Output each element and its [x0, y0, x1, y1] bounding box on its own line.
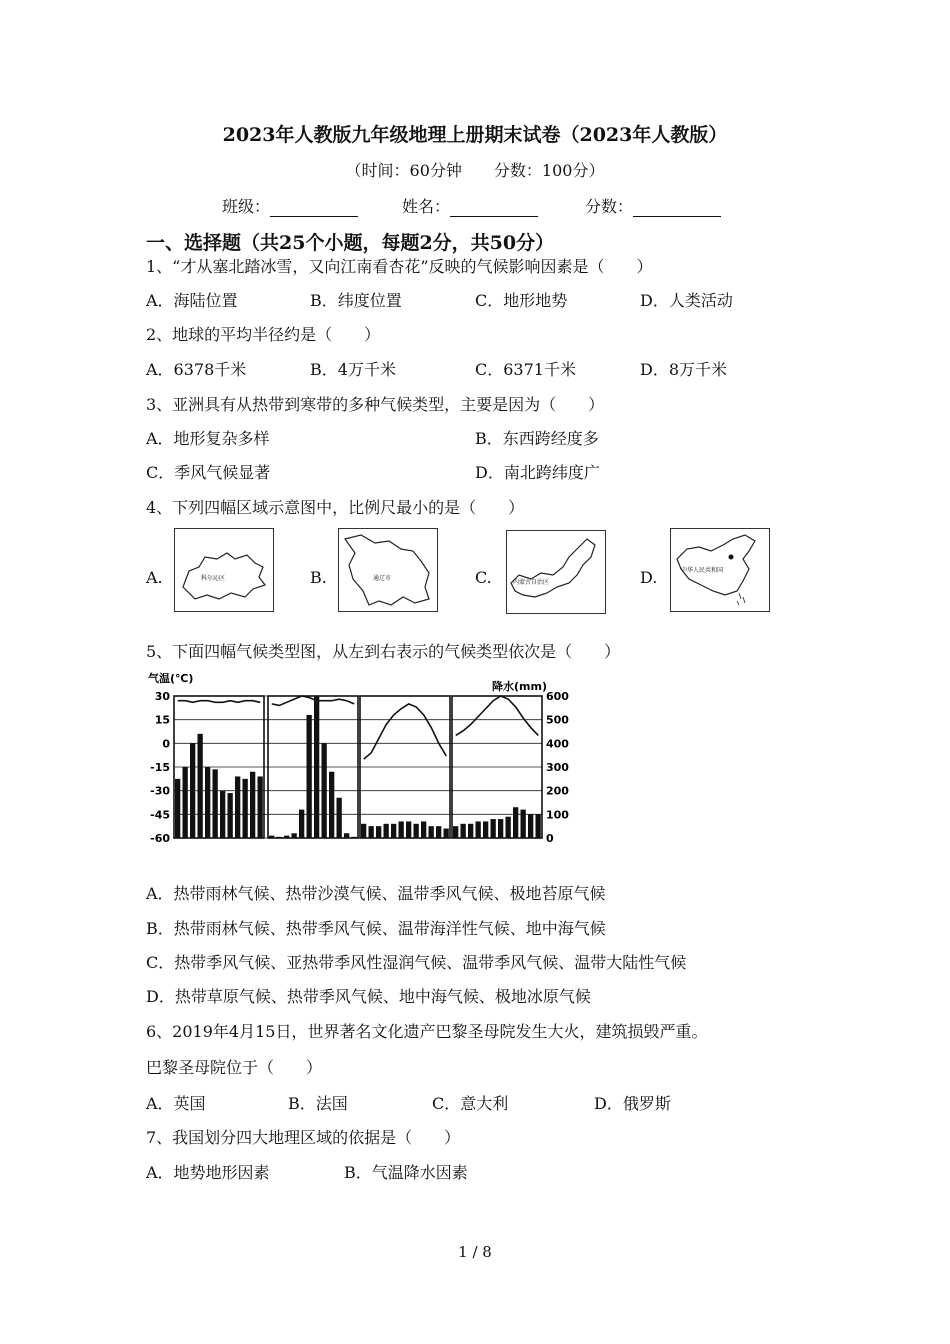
q5-option-c[interactable]: C．热带季风气候、亚热带季风性湿润气候、温带季风气候、温带大陆性气候 [146, 953, 687, 972]
q5-option-a[interactable]: A．热带雨林气候、热带沙漠气候、温带季风气候、极地苔原气候 [146, 884, 606, 903]
precip-bar [258, 776, 263, 838]
map-label-horqin: 科尔沁区 [201, 575, 226, 582]
precip-bar [322, 743, 327, 838]
q6-option-d[interactable]: D．俄罗斯 [594, 1094, 671, 1113]
score-field [585, 194, 721, 217]
precip-bar [506, 817, 511, 838]
q1-option-a[interactable]: A．海陆位置 [146, 291, 238, 310]
precip-bar [476, 821, 481, 838]
precip-bar [277, 837, 282, 838]
q4-option-d[interactable]: D. [640, 568, 658, 587]
precip-bar [536, 814, 541, 838]
q3-option-a[interactable]: A．地形复杂多样 [146, 429, 270, 448]
left-tick-label: -15 [150, 761, 170, 774]
precip-bar [250, 772, 255, 838]
precip-bar [175, 779, 180, 838]
q2-option-d[interactable]: D．8万千米 [640, 360, 728, 379]
left-tick-label: 30 [154, 690, 170, 703]
score-blank[interactable] [633, 198, 721, 217]
map-horqin [174, 528, 274, 612]
precip-bar [205, 767, 210, 838]
temperature-line [456, 696, 539, 735]
precip-bar [284, 836, 289, 838]
question-1: 1、“才从塞北踏冰雪，又向江南看杏花”反映的气候影响因素是（ ） [146, 257, 653, 276]
q3-option-b[interactable]: B．东西跨经度多 [475, 429, 599, 448]
temperature-line [364, 704, 447, 759]
name-blank[interactable] [450, 198, 538, 217]
precip-bar [352, 837, 357, 838]
right-tick-label: 0 [546, 832, 554, 845]
precip-bar [314, 696, 319, 838]
name-label: 姓名： [402, 197, 451, 216]
precip-bar [344, 833, 349, 838]
precip-bar [414, 824, 419, 838]
question-7: 7、我国划分四大地理区域的依据是（ ） [146, 1128, 461, 1147]
precip-bar [228, 793, 233, 838]
inner-mongolia-outline-icon [507, 531, 605, 613]
precip-bar [391, 824, 396, 838]
q2-option-b[interactable]: B．4万千米 [310, 360, 396, 379]
right-tick-label: 600 [546, 690, 569, 703]
name-field [402, 194, 538, 217]
climate-chart-svg [144, 670, 574, 846]
left-tick-label: 0 [162, 737, 170, 751]
precip-bar [528, 814, 533, 838]
right-tick-label: 400 [546, 737, 569, 751]
precip-bar [269, 836, 274, 838]
section-heading: 一、选择题（共25个小题，每题2分，共50分） [146, 232, 555, 254]
question-4: 4、下列四幅区域示意图中，比例尺最小的是（ ） [146, 498, 525, 517]
class-label: 班级： [222, 197, 271, 216]
precip-bar [399, 821, 404, 838]
left-tick-label: -60 [150, 832, 170, 845]
left-tick-label: -45 [150, 808, 170, 822]
question-6: 6、2019年4月15日，世界著名文化遗产巴黎圣母院发生大火，建筑损毁严重。 [146, 1022, 708, 1041]
precip-bar [329, 772, 334, 838]
precip-bar [468, 824, 473, 838]
precip-bar [421, 821, 426, 838]
precip-bar [361, 824, 366, 838]
temperature-line [178, 701, 261, 703]
q4-option-c[interactable]: C. [475, 568, 492, 587]
precip-bar [384, 824, 389, 838]
q6-option-b[interactable]: B．法国 [288, 1094, 348, 1113]
q1-option-b[interactable]: B．纬度位置 [310, 291, 402, 310]
precip-bar [213, 769, 218, 838]
precip-bar [513, 807, 518, 838]
precip-bar [521, 810, 526, 838]
exam-subtitle: （时间：60分钟 分数：100分） [345, 161, 605, 180]
horqin-outline-icon [175, 529, 273, 611]
tongliao-outline-icon [339, 529, 437, 611]
precip-bar [337, 798, 342, 838]
temperature-line [272, 696, 355, 705]
page-title: 2023年人教版九年级地理上册期末试卷（2023年人教版） [222, 124, 728, 146]
right-tick-label: 200 [546, 784, 569, 798]
class-blank[interactable] [270, 198, 358, 217]
right-tick-label: 500 [546, 713, 569, 727]
precip-bar [369, 826, 374, 838]
climate-chart [144, 670, 574, 846]
map-label-tongliao: 通辽市 [373, 575, 392, 582]
precip-bar [429, 826, 434, 838]
q3-option-c[interactable]: C．季风气候显著 [146, 463, 271, 482]
precip-bar [483, 821, 488, 838]
map-label-inner-mongolia: 内蒙古自治区 [513, 579, 550, 586]
precip-bar [461, 824, 466, 838]
q1-option-d[interactable]: D．人类活动 [640, 291, 733, 310]
page-number: 1 / 8 [458, 1243, 492, 1261]
q7-option-b[interactable]: B．气温降水因素 [344, 1163, 468, 1182]
right-tick-label: 300 [546, 761, 569, 774]
right-tick-label: 100 [546, 808, 569, 822]
precip-bar [498, 819, 503, 838]
q5-option-d[interactable]: D．热带草原气候、热带季风气候、地中海气候、极地冰原气候 [146, 987, 591, 1006]
class-field [222, 194, 358, 217]
map-tongliao [338, 528, 438, 612]
precip-bar [406, 821, 411, 838]
q7-option-a[interactable]: A．地势地形因素 [146, 1163, 270, 1182]
q5-option-b[interactable]: B．热带雨林气候、热带季风气候、温带海洋性气候、地中海气候 [146, 919, 606, 938]
precip-bar [307, 715, 312, 838]
question-3: 3、亚洲具有从热带到寒带的多种气候类型，主要是因为（ ） [146, 395, 605, 414]
right-axis-title: 降水(mm) [492, 680, 547, 693]
precip-bar [292, 833, 297, 838]
map-china [670, 528, 770, 612]
precip-bar [453, 826, 458, 838]
left-tick-label: 15 [154, 713, 170, 727]
left-tick-label: -30 [150, 784, 170, 798]
precip-bar [491, 819, 496, 838]
map-inner-mongolia [506, 530, 606, 614]
precip-bar [183, 767, 188, 838]
q2-option-a[interactable]: A．6378千米 [146, 360, 247, 379]
precip-bar [243, 779, 248, 838]
q1-option-c[interactable]: C．地形地势 [475, 291, 568, 310]
question-2: 2、地球的平均半径约是（ ） [146, 325, 381, 344]
q4-option-b[interactable]: B. [310, 568, 327, 587]
precip-bar [190, 743, 195, 838]
score-label: 分数： [585, 197, 634, 216]
left-axis-title: 气温(℃) [148, 672, 194, 685]
q2-option-c[interactable]: C．6371千米 [475, 360, 576, 379]
precip-bar [220, 791, 225, 838]
precip-bar [299, 810, 304, 838]
precip-bar [198, 734, 203, 838]
question-5: 5、下面四幅气候类型图，从左到右表示的气候类型依次是（ ） [146, 642, 621, 661]
question-6-cont: 巴黎圣母院位于（ ） [146, 1058, 323, 1077]
q6-option-c[interactable]: C．意大利 [432, 1094, 509, 1113]
precip-bar [376, 826, 381, 838]
precip-bar [444, 829, 449, 838]
map-label-china: 中华人民共和国 [681, 567, 724, 574]
q4-option-a[interactable]: A. [146, 568, 163, 587]
precip-bar [235, 776, 240, 838]
q3-option-d[interactable]: D．南北跨纬度广 [475, 463, 600, 482]
precip-bar [436, 826, 441, 838]
q6-option-a[interactable]: A．英国 [146, 1094, 206, 1113]
